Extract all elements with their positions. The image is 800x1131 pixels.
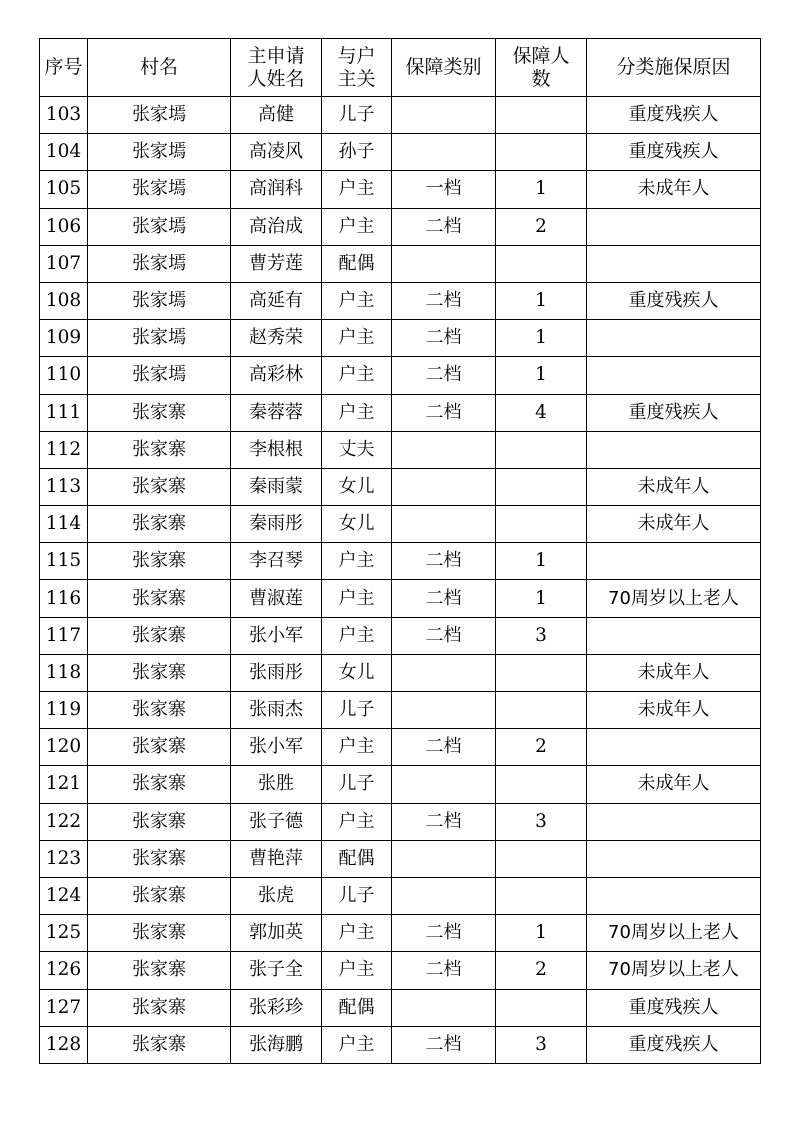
applicant-name-cell: 高健 (231, 97, 322, 134)
table-row (40, 543, 761, 580)
serial-number-cell: 119 (40, 692, 88, 729)
category-cell: 二档 (392, 394, 496, 431)
relation-cell: 户主 (322, 952, 392, 989)
header-village: 村名 (88, 39, 231, 97)
village-cell: 张家寨 (88, 692, 231, 729)
applicant-name-cell: 高治成 (231, 208, 322, 245)
reason-cell (587, 543, 761, 580)
serial-number-cell: 122 (40, 803, 88, 840)
applicant-name-cell: 赵秀荣 (231, 320, 322, 357)
relation-cell: 儿子 (322, 877, 392, 914)
relation-cell: 户主 (322, 915, 392, 952)
count-cell: 3 (496, 1026, 587, 1063)
reason-cell: 未成年人 (587, 766, 761, 803)
serial-number-cell: 109 (40, 320, 88, 357)
applicant-name-cell: 张海鹏 (231, 1026, 322, 1063)
table-row (40, 729, 761, 766)
village-cell: 张家墕 (88, 245, 231, 282)
reason-cell: 未成年人 (587, 171, 761, 208)
table-row (40, 915, 761, 952)
applicant-name-cell: 李根根 (231, 431, 322, 468)
count-cell (496, 766, 587, 803)
category-cell (392, 877, 496, 914)
table-row (40, 840, 761, 877)
relation-cell: 孙子 (322, 134, 392, 171)
serial-number-cell: 108 (40, 282, 88, 319)
applicant-name-cell: 曹淑莲 (231, 580, 322, 617)
header-count-line2: 数 (531, 67, 551, 90)
header-count (496, 39, 587, 97)
count-cell: 1 (496, 320, 587, 357)
header-row (40, 39, 761, 97)
applicant-name-cell: 李召琴 (231, 543, 322, 580)
table-row (40, 1026, 761, 1063)
header-relation-line1: 与户 (337, 44, 376, 67)
header-applicant-name (231, 39, 322, 97)
table-row (40, 989, 761, 1026)
category-cell: 二档 (392, 952, 496, 989)
reason-cell (587, 208, 761, 245)
applicant-name-cell: 张小军 (231, 729, 322, 766)
village-cell: 张家寨 (88, 877, 231, 914)
category-cell (392, 989, 496, 1026)
village-cell: 张家寨 (88, 617, 231, 654)
table-row (40, 134, 761, 171)
table-row (40, 97, 761, 134)
applicant-name-cell: 曹芳莲 (231, 245, 322, 282)
reason-cell (587, 803, 761, 840)
reason-cell (587, 320, 761, 357)
category-cell: 一档 (392, 171, 496, 208)
category-cell: 二档 (392, 617, 496, 654)
relation-cell: 女儿 (322, 654, 392, 691)
category-cell (392, 245, 496, 282)
serial-number-cell: 117 (40, 617, 88, 654)
reason-cell: 重度残疾人 (587, 134, 761, 171)
serial-number-cell: 113 (40, 468, 88, 505)
category-cell: 二档 (392, 282, 496, 319)
relation-cell: 户主 (322, 1026, 392, 1063)
village-cell: 张家墕 (88, 134, 231, 171)
serial-number-cell: 106 (40, 208, 88, 245)
count-cell (496, 692, 587, 729)
reason-cell: 重度残疾人 (587, 989, 761, 1026)
header-relation-line2: 主关 (337, 67, 376, 90)
table-row (40, 506, 761, 543)
count-cell: 1 (496, 580, 587, 617)
table-row (40, 357, 761, 394)
reason-cell: 70周岁以上老人 (587, 952, 761, 989)
table-row (40, 580, 761, 617)
reason-cell (587, 877, 761, 914)
count-cell (496, 134, 587, 171)
village-cell: 张家寨 (88, 729, 231, 766)
serial-number-cell: 120 (40, 729, 88, 766)
count-cell: 2 (496, 952, 587, 989)
category-cell (392, 840, 496, 877)
relation-cell: 女儿 (322, 468, 392, 505)
count-cell (496, 989, 587, 1026)
village-cell: 张家寨 (88, 468, 231, 505)
applicant-name-cell: 张子德 (231, 803, 322, 840)
count-cell: 1 (496, 282, 587, 319)
reason-cell: 未成年人 (587, 692, 761, 729)
count-cell: 4 (496, 394, 587, 431)
table-row (40, 617, 761, 654)
relation-cell: 户主 (322, 729, 392, 766)
count-cell (496, 431, 587, 468)
relation-cell: 儿子 (322, 97, 392, 134)
village-cell: 张家墕 (88, 320, 231, 357)
reason-cell: 未成年人 (587, 654, 761, 691)
relation-cell: 户主 (322, 543, 392, 580)
table-body (40, 97, 761, 1064)
count-cell: 1 (496, 543, 587, 580)
table-row (40, 692, 761, 729)
applicant-name-cell: 曹艳萍 (231, 840, 322, 877)
header-serial-number: 序号 (40, 39, 88, 97)
relation-cell: 户主 (322, 320, 392, 357)
serial-number-cell: 124 (40, 877, 88, 914)
relation-cell: 女儿 (322, 506, 392, 543)
relation-cell: 户主 (322, 617, 392, 654)
table-row (40, 877, 761, 914)
count-cell: 2 (496, 729, 587, 766)
serial-number-cell: 116 (40, 580, 88, 617)
applicant-name-cell: 高凌风 (231, 134, 322, 171)
count-cell (496, 468, 587, 505)
relation-cell: 户主 (322, 580, 392, 617)
village-cell: 张家寨 (88, 840, 231, 877)
relation-cell: 儿子 (322, 692, 392, 729)
count-cell (496, 654, 587, 691)
count-cell: 3 (496, 617, 587, 654)
header-reason: 分类施保原因 (587, 39, 761, 97)
serial-number-cell: 118 (40, 654, 88, 691)
reason-cell (587, 729, 761, 766)
applicant-name-cell: 高润科 (231, 171, 322, 208)
category-cell: 二档 (392, 729, 496, 766)
village-cell: 张家寨 (88, 989, 231, 1026)
table-row (40, 171, 761, 208)
village-cell: 张家寨 (88, 580, 231, 617)
table-row (40, 282, 761, 319)
applicant-name-cell: 张雨彤 (231, 654, 322, 691)
applicant-name-cell: 郭加英 (231, 915, 322, 952)
table-row (40, 245, 761, 282)
village-cell: 张家墕 (88, 282, 231, 319)
village-cell: 张家寨 (88, 431, 231, 468)
serial-number-cell: 128 (40, 1026, 88, 1063)
reason-cell (587, 431, 761, 468)
serial-number-cell: 121 (40, 766, 88, 803)
table-row (40, 394, 761, 431)
reason-cell (587, 617, 761, 654)
reason-cell (587, 245, 761, 282)
applicant-name-cell: 秦蓉蓉 (231, 394, 322, 431)
applicant-name-cell: 高彩林 (231, 357, 322, 394)
village-cell: 张家墕 (88, 171, 231, 208)
count-cell (496, 840, 587, 877)
applicant-name-cell: 张胜 (231, 766, 322, 803)
serial-number-cell: 105 (40, 171, 88, 208)
village-cell: 张家寨 (88, 654, 231, 691)
village-cell: 张家墕 (88, 208, 231, 245)
reason-cell: 重度残疾人 (587, 394, 761, 431)
count-cell: 1 (496, 171, 587, 208)
serial-number-cell: 123 (40, 840, 88, 877)
serial-number-cell: 115 (40, 543, 88, 580)
serial-number-cell: 112 (40, 431, 88, 468)
serial-number-cell: 110 (40, 357, 88, 394)
header-category: 保障类别 (392, 39, 496, 97)
category-cell: 二档 (392, 320, 496, 357)
relation-cell: 配偶 (322, 245, 392, 282)
applicant-name-cell: 张虎 (231, 877, 322, 914)
category-cell: 二档 (392, 208, 496, 245)
reason-cell (587, 357, 761, 394)
relation-cell: 户主 (322, 357, 392, 394)
relation-cell: 儿子 (322, 766, 392, 803)
village-cell: 张家墕 (88, 357, 231, 394)
applicant-name-cell: 高延有 (231, 282, 322, 319)
serial-number-cell: 111 (40, 394, 88, 431)
count-cell (496, 245, 587, 282)
category-cell (392, 654, 496, 691)
table-row (40, 803, 761, 840)
village-cell: 张家寨 (88, 506, 231, 543)
category-cell (392, 97, 496, 134)
relation-cell: 户主 (322, 394, 392, 431)
village-cell: 张家寨 (88, 766, 231, 803)
table-row (40, 468, 761, 505)
count-cell: 1 (496, 357, 587, 394)
category-cell: 二档 (392, 803, 496, 840)
count-cell (496, 97, 587, 134)
village-cell: 张家寨 (88, 1026, 231, 1063)
serial-number-cell: 114 (40, 506, 88, 543)
reason-cell: 未成年人 (587, 506, 761, 543)
village-cell: 张家墕 (88, 97, 231, 134)
serial-number-cell: 125 (40, 915, 88, 952)
category-cell: 二档 (392, 357, 496, 394)
relation-cell: 户主 (322, 282, 392, 319)
serial-number-cell: 126 (40, 952, 88, 989)
reason-cell: 重度残疾人 (587, 1026, 761, 1063)
serial-number-cell: 103 (40, 97, 88, 134)
category-cell (392, 506, 496, 543)
header-applicant-line1: 主申请 (247, 44, 305, 67)
count-cell: 1 (496, 915, 587, 952)
category-cell: 二档 (392, 1026, 496, 1063)
category-cell: 二档 (392, 543, 496, 580)
header-count-line1: 保障人 (512, 44, 570, 67)
category-cell (392, 766, 496, 803)
table-row (40, 320, 761, 357)
reason-cell: 70周岁以上老人 (587, 580, 761, 617)
relation-cell: 配偶 (322, 840, 392, 877)
category-cell (392, 692, 496, 729)
assistance-roster-table (39, 38, 761, 1064)
applicant-name-cell: 张小军 (231, 617, 322, 654)
village-cell: 张家寨 (88, 543, 231, 580)
table-row (40, 654, 761, 691)
count-cell (496, 877, 587, 914)
table-row (40, 208, 761, 245)
header-applicant-line2: 人姓名 (247, 67, 305, 90)
village-cell: 张家寨 (88, 915, 231, 952)
category-cell: 二档 (392, 915, 496, 952)
applicant-name-cell: 张雨杰 (231, 692, 322, 729)
count-cell: 3 (496, 803, 587, 840)
serial-number-cell: 107 (40, 245, 88, 282)
village-cell: 张家寨 (88, 803, 231, 840)
reason-cell (587, 840, 761, 877)
applicant-name-cell: 张彩珍 (231, 989, 322, 1026)
table-row (40, 766, 761, 803)
serial-number-cell: 104 (40, 134, 88, 171)
table-row (40, 952, 761, 989)
reason-cell: 重度残疾人 (587, 282, 761, 319)
category-cell: 二档 (392, 580, 496, 617)
category-cell (392, 468, 496, 505)
relation-cell: 配偶 (322, 989, 392, 1026)
relation-cell: 户主 (322, 208, 392, 245)
relation-cell: 户主 (322, 803, 392, 840)
reason-cell: 未成年人 (587, 468, 761, 505)
reason-cell: 重度残疾人 (587, 97, 761, 134)
relation-cell: 户主 (322, 171, 392, 208)
table-row (40, 431, 761, 468)
serial-number-cell: 127 (40, 989, 88, 1026)
village-cell: 张家寨 (88, 394, 231, 431)
reason-cell: 70周岁以上老人 (587, 915, 761, 952)
village-cell: 张家寨 (88, 952, 231, 989)
count-cell (496, 506, 587, 543)
applicant-name-cell: 秦雨彤 (231, 506, 322, 543)
header-relation (322, 39, 392, 97)
table-header (40, 39, 761, 97)
count-cell: 2 (496, 208, 587, 245)
applicant-name-cell: 张子全 (231, 952, 322, 989)
category-cell (392, 134, 496, 171)
applicant-name-cell: 秦雨蒙 (231, 468, 322, 505)
relation-cell: 丈夫 (322, 431, 392, 468)
category-cell (392, 431, 496, 468)
